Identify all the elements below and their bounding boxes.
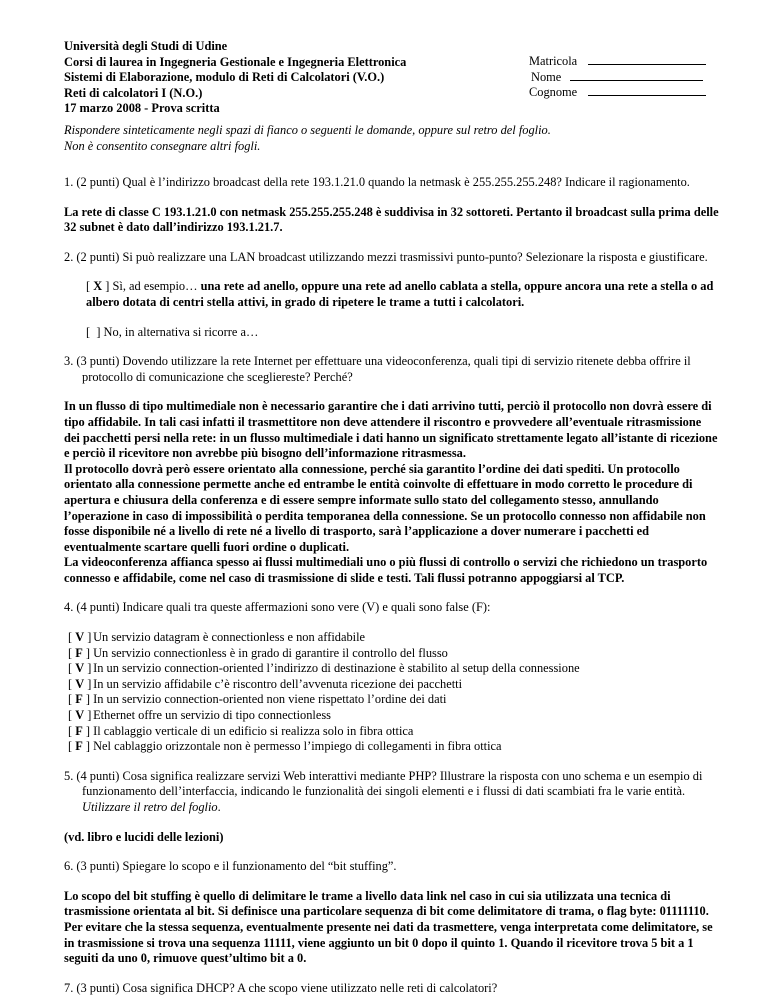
- tf-item[interactable]: [ V ] Un servizio datagram è connectionless e non affidabile: [68, 630, 366, 645]
- tf-item[interactable]: [ F ] Nel cablaggio orizzontale non è permesso l’impiego di collegamenti in fibra ottica: [68, 739, 502, 754]
- tf-statement: Nel cablaggio orizzontale non è permesso l’impiego di collegamenti in fibra ottica: [93, 739, 502, 754]
- matricola-label: Matricola: [529, 54, 578, 68]
- tf-statement: In un servizio affidabile c’è riscontro dell’avvenuta ricezione dei pacchetti: [93, 676, 463, 691]
- answer-5: (vd. libro e lucidi delle lezioni): [64, 829, 224, 844]
- question-1: 1. (2 punti) Qual è l’indirizzo broadcast della rete 193.1.21.0 quando la netmask è 255.255.255.248? Indicare il ragionamento.: [64, 175, 690, 189]
- nome-field[interactable]: [529, 69, 709, 85]
- instructions-line-1: Rispondere sinteticamente negli spazi di fianco o seguenti le domande, oppure sul retro del foglio.: [64, 123, 551, 137]
- tf-mark: F: [75, 739, 83, 754]
- tf-mark: F: [75, 723, 83, 738]
- answer-1: La rete di classe C 193.1.21.0 con netmask 255.255.255.248 è suddivisa in 32 sottoreti. Pertanto il broadcast sulla prima delle 32 subnet è dato dall’indirizzo 193.1.21.7.: [64, 204, 719, 235]
- tf-statement: Un servizio datagram è connectionless e non affidabile: [93, 630, 366, 645]
- question-7: 7. (3 punti) Cosa significa DHCP? A che scopo viene utilizzato nelle reti di calcolatori?: [64, 980, 498, 995]
- option-no-label: No, in alternativa si ricorre a…: [103, 324, 259, 339]
- tf-mark: F: [75, 692, 83, 707]
- tf-mark: V: [75, 630, 85, 645]
- option-yes[interactable]: [ X ] Sì, ad esempio… una rete ad anello, oppure una rete ad anello cablata a stella, oppure ancora una rete a stella o ad albero dotata di centri stella attivi, in grado di ripetere le trame a tutti i calcolatori.: [86, 279, 714, 309]
- instructions-line-2: Non è consentito consegnare altri fogli.: [64, 138, 261, 153]
- question-5-note: Utilizzare il retro del foglio: [82, 800, 218, 814]
- answer-3-part-3: La videoconferenza affianca spesso ai flussi multimediali uno o più flussi di controllo o servizi che richiedono un trasporto connesso e affidabile, come nel caso di trasmissione di slide e testi. Tali flussi potranno appoggiarsi al TCP.: [64, 555, 708, 585]
- tf-statement: Ethernet offre un servizio di tipo connectionless: [93, 708, 331, 723]
- matricola-blank[interactable]: [588, 53, 706, 65]
- tf-mark: F: [75, 645, 83, 660]
- university-name: Università degli Studi di Udine: [64, 39, 228, 53]
- tf-item[interactable]: [ F ] In un servizio connection-oriented non viene rispettato l’ordine dei dati: [68, 692, 447, 707]
- course-title-no: Reti di calcolatori I (N.O.): [64, 85, 203, 100]
- answer-3-part-1: In un flusso di tipo multimediale non è necessario garantire che i dati arrivino tutti, perciò il protocollo non dovrà essere di tipo affidabile. In tali casi infatti il trasmettitore non deve attendere il riscontro e provvedere all’eventuale ritrasmissione dei pacchetti persi nella rete: in un flusso multimediale i dati hanno un significato strettamente legato all’istante di ricezione e perciò il ricevitore non avrebbe più bisogno dell’informazione ritrasmessa.: [64, 399, 718, 461]
- cognome-label: Cognome: [529, 85, 578, 100]
- tf-statement: Il cablaggio verticale di un edificio si realizza solo in fibra ottica: [93, 723, 414, 738]
- question-3: 3. (3 punti) Dovendo utilizzare la rete Internet per effettuare una videoconferenza, quali tipi di servizio ritenete debba offrire il protocollo di comunicazione che scegliereste? Perché?: [64, 354, 691, 384]
- tf-item[interactable]: [ F ] Un servizio connectionless è in grado di garantire il controllo del flusso: [68, 645, 448, 660]
- instructions: [64, 123, 714, 154]
- question-5-text: 5. (4 punti) Cosa significa realizzare servizi Web interattivi mediante PHP? Illustrare la risposta con uno schema e un esempio di funzionamento dell’interfaccia, indicando le funzionalità dei singoli elementi e i flussi di dati scambiati fra le varie entità.: [64, 768, 703, 799]
- degree-courses: Corsi di laurea in Ingegneria Gestionale e Ingegneria Elettronica: [64, 54, 407, 69]
- tf-item[interactable]: [ V ] Ethernet offre un servizio di tipo connectionless: [68, 708, 331, 723]
- question-2: 2. (2 punti) Si può realizzare una LAN broadcast utilizzando mezzi trasmissivi punto-punto? Selezionare la risposta e giustificare.: [64, 249, 708, 264]
- nome-blank[interactable]: [570, 69, 703, 81]
- tf-statement: Un servizio connectionless è in grado di garantire il controllo del flusso: [93, 645, 448, 660]
- question-6: 6. (3 punti) Spiegare lo scopo e il funzionamento del “bit stuffing”.: [64, 859, 397, 874]
- true-false-list: [64, 630, 719, 755]
- tf-item[interactable]: [ V ] In un servizio affidabile c’è riscontro dell’avvenuta ricezione dei pacchetti: [68, 676, 463, 691]
- option-yes-answer: una rete ad anello, oppure una rete ad anello cablata a stella, oppure ancora una rete a stella o ad albero dotata di centri stella attivi, in grado di ripetere le trame a tutti i calcolatori.: [86, 279, 714, 309]
- nome-label: Nome: [531, 69, 562, 84]
- exam-date: 17 marzo 2008 - Prova scritta: [64, 101, 220, 116]
- tf-mark: V: [75, 661, 85, 676]
- tf-statement: In un servizio connection-oriented non viene rispettato l’ordine dei dati: [93, 692, 447, 707]
- question-4: 4. (4 punti) Indicare quali tra queste affermazioni sono vere (V) e quali sono false (F):: [64, 600, 491, 615]
- tf-item[interactable]: [ F ] Il cablaggio verticale di un edificio si realizza solo in fibra ottica: [68, 723, 414, 738]
- exam-header: [64, 39, 474, 117]
- tf-mark: V: [75, 708, 85, 723]
- question-5: 5. (4 punti) Cosa significa realizzare servizi Web interattivi mediante PHP? Illustrare la risposta con uno schema e un esempio di funzionamento dell’interfaccia, indicando le funzionalità dei singoli elementi e i flussi di dati scambiati fra le varie entità. Utilizzare il retro del foglio.: [64, 768, 703, 814]
- answer-3-part-2: Il protocollo dovrà però essere orientato alla connessione, perché sia garantito l’ordine dei dati spediti. Un protocollo orientato alla connessione permette anche ed entrambe le entità coinvolte di effettuare in modo corretto le procedure di apertura e chiusura della conferenza e di essere sempre informate sullo stato del collegamento stesso, annullando l’operazione in caso di impossibilità o perdita temporanea della connessione. Se un protocollo connesso non affidabile non fosse disponibile né a livello di rete né a livello di trasporto, sarà l’applicazione a dover numerare i pacchetti ed eventualmente scartare quelli fuori ordine o duplicati.: [64, 461, 706, 554]
- exam-body: [64, 175, 719, 996]
- tf-statement: In un servizio connection-oriented l’indirizzo di destinazione è stabilito al setup della connessione: [93, 661, 580, 676]
- tf-mark: V: [75, 676, 85, 691]
- cognome-blank[interactable]: [588, 84, 706, 96]
- course-title-vo: Sistemi di Elaborazione, modulo di Reti di Calcolatori (V.O.): [64, 70, 385, 85]
- answer-6: Lo scopo del bit stuffing è quello di delimitare le trame a livello data link nel caso in cui sia utilizzata una tecnica di trasmissione orientata al bit. Si definisce una particolare sequenza di bit come delimitatore di trama, o flag byte: 01111110. Per evitare che la stessa sequenza, eventualmente presente nei dati da trasmettere, venga interpretata come delimitatore, se in trasmissione si trova una sequenza 11111, viene aggiunto un bit 0 dopo il quinto 1. Quando il ricevitore trova 5 bit a 1 seguiti da uno 0, rimuove quest’ultimo bit a 0.: [64, 888, 713, 966]
- option-yes-mark: X: [93, 279, 103, 294]
- tf-item[interactable]: [ V ] In un servizio connection-oriented l’indirizzo di destinazione è stabilito al setup della connessione: [68, 661, 580, 676]
- matricola-field[interactable]: [529, 53, 709, 69]
- option-yes-prefix: Sì, ad esempio…: [112, 279, 198, 294]
- option-no[interactable]: [ ] No, in alternativa si ricorre a…: [86, 324, 259, 339]
- student-fields: [529, 53, 709, 100]
- cognome-field[interactable]: [529, 84, 709, 100]
